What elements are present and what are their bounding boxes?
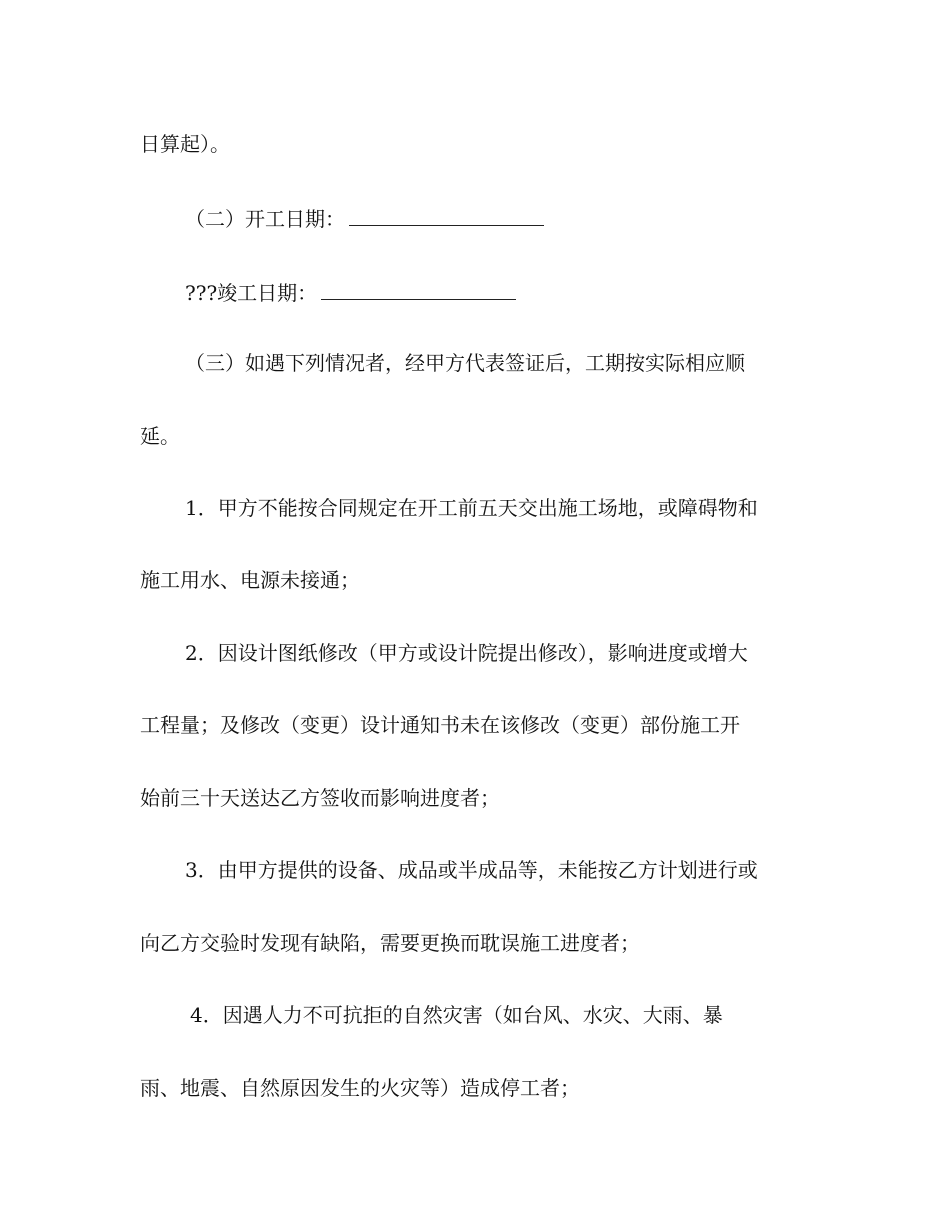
completion-date-row: [185, 281, 516, 305]
item-2-line-1: 2．因设计图纸修改（甲方或设计院提出修改），影响进度或增大: [185, 641, 748, 665]
item-3-line-1: 3．由甲方提供的设备、成品或半成品等，未能按乙方计划进行或: [185, 858, 758, 882]
item-2-line-3: 始前三十天送达乙方签收而影响进度者；: [140, 786, 500, 810]
text-line-4: （三）如遇下列情况者，经甲方代表签证后，工期按实际相应顺: [185, 351, 745, 375]
text-line-5: 延。: [140, 424, 180, 448]
item-2-line-2: 工程量；及修改（变更）设计通知书未在该修改（变更）部份施工开: [140, 713, 740, 737]
start-date-label: （二）开工日期：: [185, 207, 345, 231]
item-4-line-2: 雨、地震、自然原因发生的火灾等）造成停工者；: [140, 1076, 580, 1100]
completion-date-label: ???竣工日期：: [185, 281, 318, 305]
item-1-line-2: 施工用水、电源未接通；: [140, 568, 360, 592]
item-1-line-1: 1．甲方不能按合同规定在开工前五天交出施工场地，或障碍物和: [185, 496, 758, 520]
text-line-1: 日算起）。: [140, 132, 230, 156]
item-4-line-1: 4．因遇人力不可抗拒的自然灾害（如台风、水灾、大雨、暴: [190, 1003, 723, 1027]
start-date-blank: [349, 211, 544, 226]
start-date-row: [185, 207, 544, 231]
completion-date-blank: [321, 285, 516, 300]
item-3-line-2: 向乙方交验时发现有缺陷，需要更换而耽误施工进度者；: [140, 931, 640, 955]
